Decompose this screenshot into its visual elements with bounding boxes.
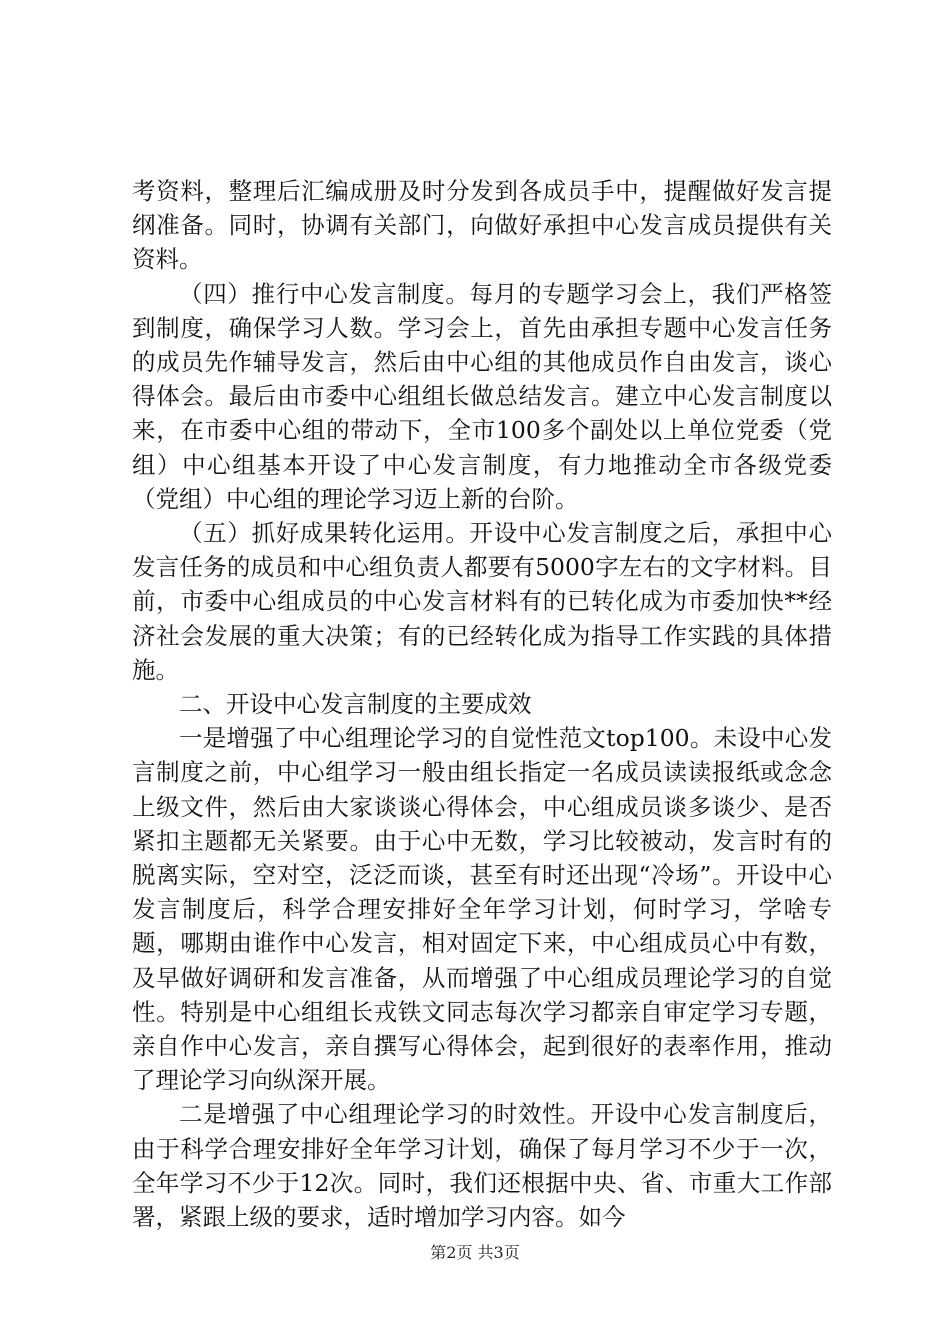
paragraph-section-five: （五）抓好成果转化运用。开设中心发言制度之后，承担中心发言任务的成员和中心组负责人都要有5000字左右的文字材料。目前，市委中心组成员的中心发言材料有的已转化成为市委加快**经济社会发展的重大决策；有的已经转化成为指导工作实践的具体措施。	[132, 519, 832, 684]
paragraph-effect-one: 一是增强了中心组理论学习的自觉性范文top100。未设中心发言制度之前，中心组学习一般由组长指定一名成员读读报纸或念念上级文件，然后由大家谈谈心得体会，中心组成员谈多谈少、是否紧扣主题都无关紧要。由于心中无数，学习比较被动，发言时有的脱离实际，空对空，泛泛而谈，甚至有时还出现“冷场”。开设中心发言制度后，科学合理安排好全年学习计划，何时学习，学啥专题，哪期由谁作中心发言，相对固定下来，中心组成员心中有数，及早做好调研和发言准备，从而增强了中心组成员理论学习的自觉性。特别是中心组组长戎铁文同志每次学习都亲自审定学习专题，亲自作中心发言，亲自撰写心得体会，起到很好的表率作用，推动了理论学习向纵深开展。	[132, 724, 832, 1095]
paragraph-continuation: 考资料，整理后汇编成册及时分发到各成员手中，提醒做好发言提纲准备。同时，协调有关部门，向做好承担中心发言成员提供有关资料。	[132, 177, 832, 274]
document-body	[132, 174, 832, 1234]
paragraph-effect-two: 二是增强了中心组理论学习的时效性。开设中心发言制度后，由于科学合理安排好全年学习计划，确保了每月学习不少于一次，全年学习不少于12次。同时，我们还根据中央、省、市重大工作部署，紧跟上级的要求，适时增加学习内容。如今	[132, 1100, 832, 1232]
section-heading: 二、开设中心发言制度的主要成效	[179, 690, 532, 719]
paragraph-section-four: （四）推行中心发言制度。每月的专题学习会上，我们严格签到制度，确保学习人数。学习会上，首先由承担专题中心发言任务的成员先作辅导发言，然后由中心组的其他成员作自由发言，谈心得体会。最后由市委中心组组长做总结发言。建立中心发言制度以来，在市委中心组的带动下，全市100多个副处以上单位党委（党组）中心组基本开设了中心发言制度，有力地推动全市各级党委（党组）中心组的理论学习迈上新的台阶。	[132, 279, 832, 513]
page-number-footer: 第2页 共3页	[430, 1243, 520, 1262]
